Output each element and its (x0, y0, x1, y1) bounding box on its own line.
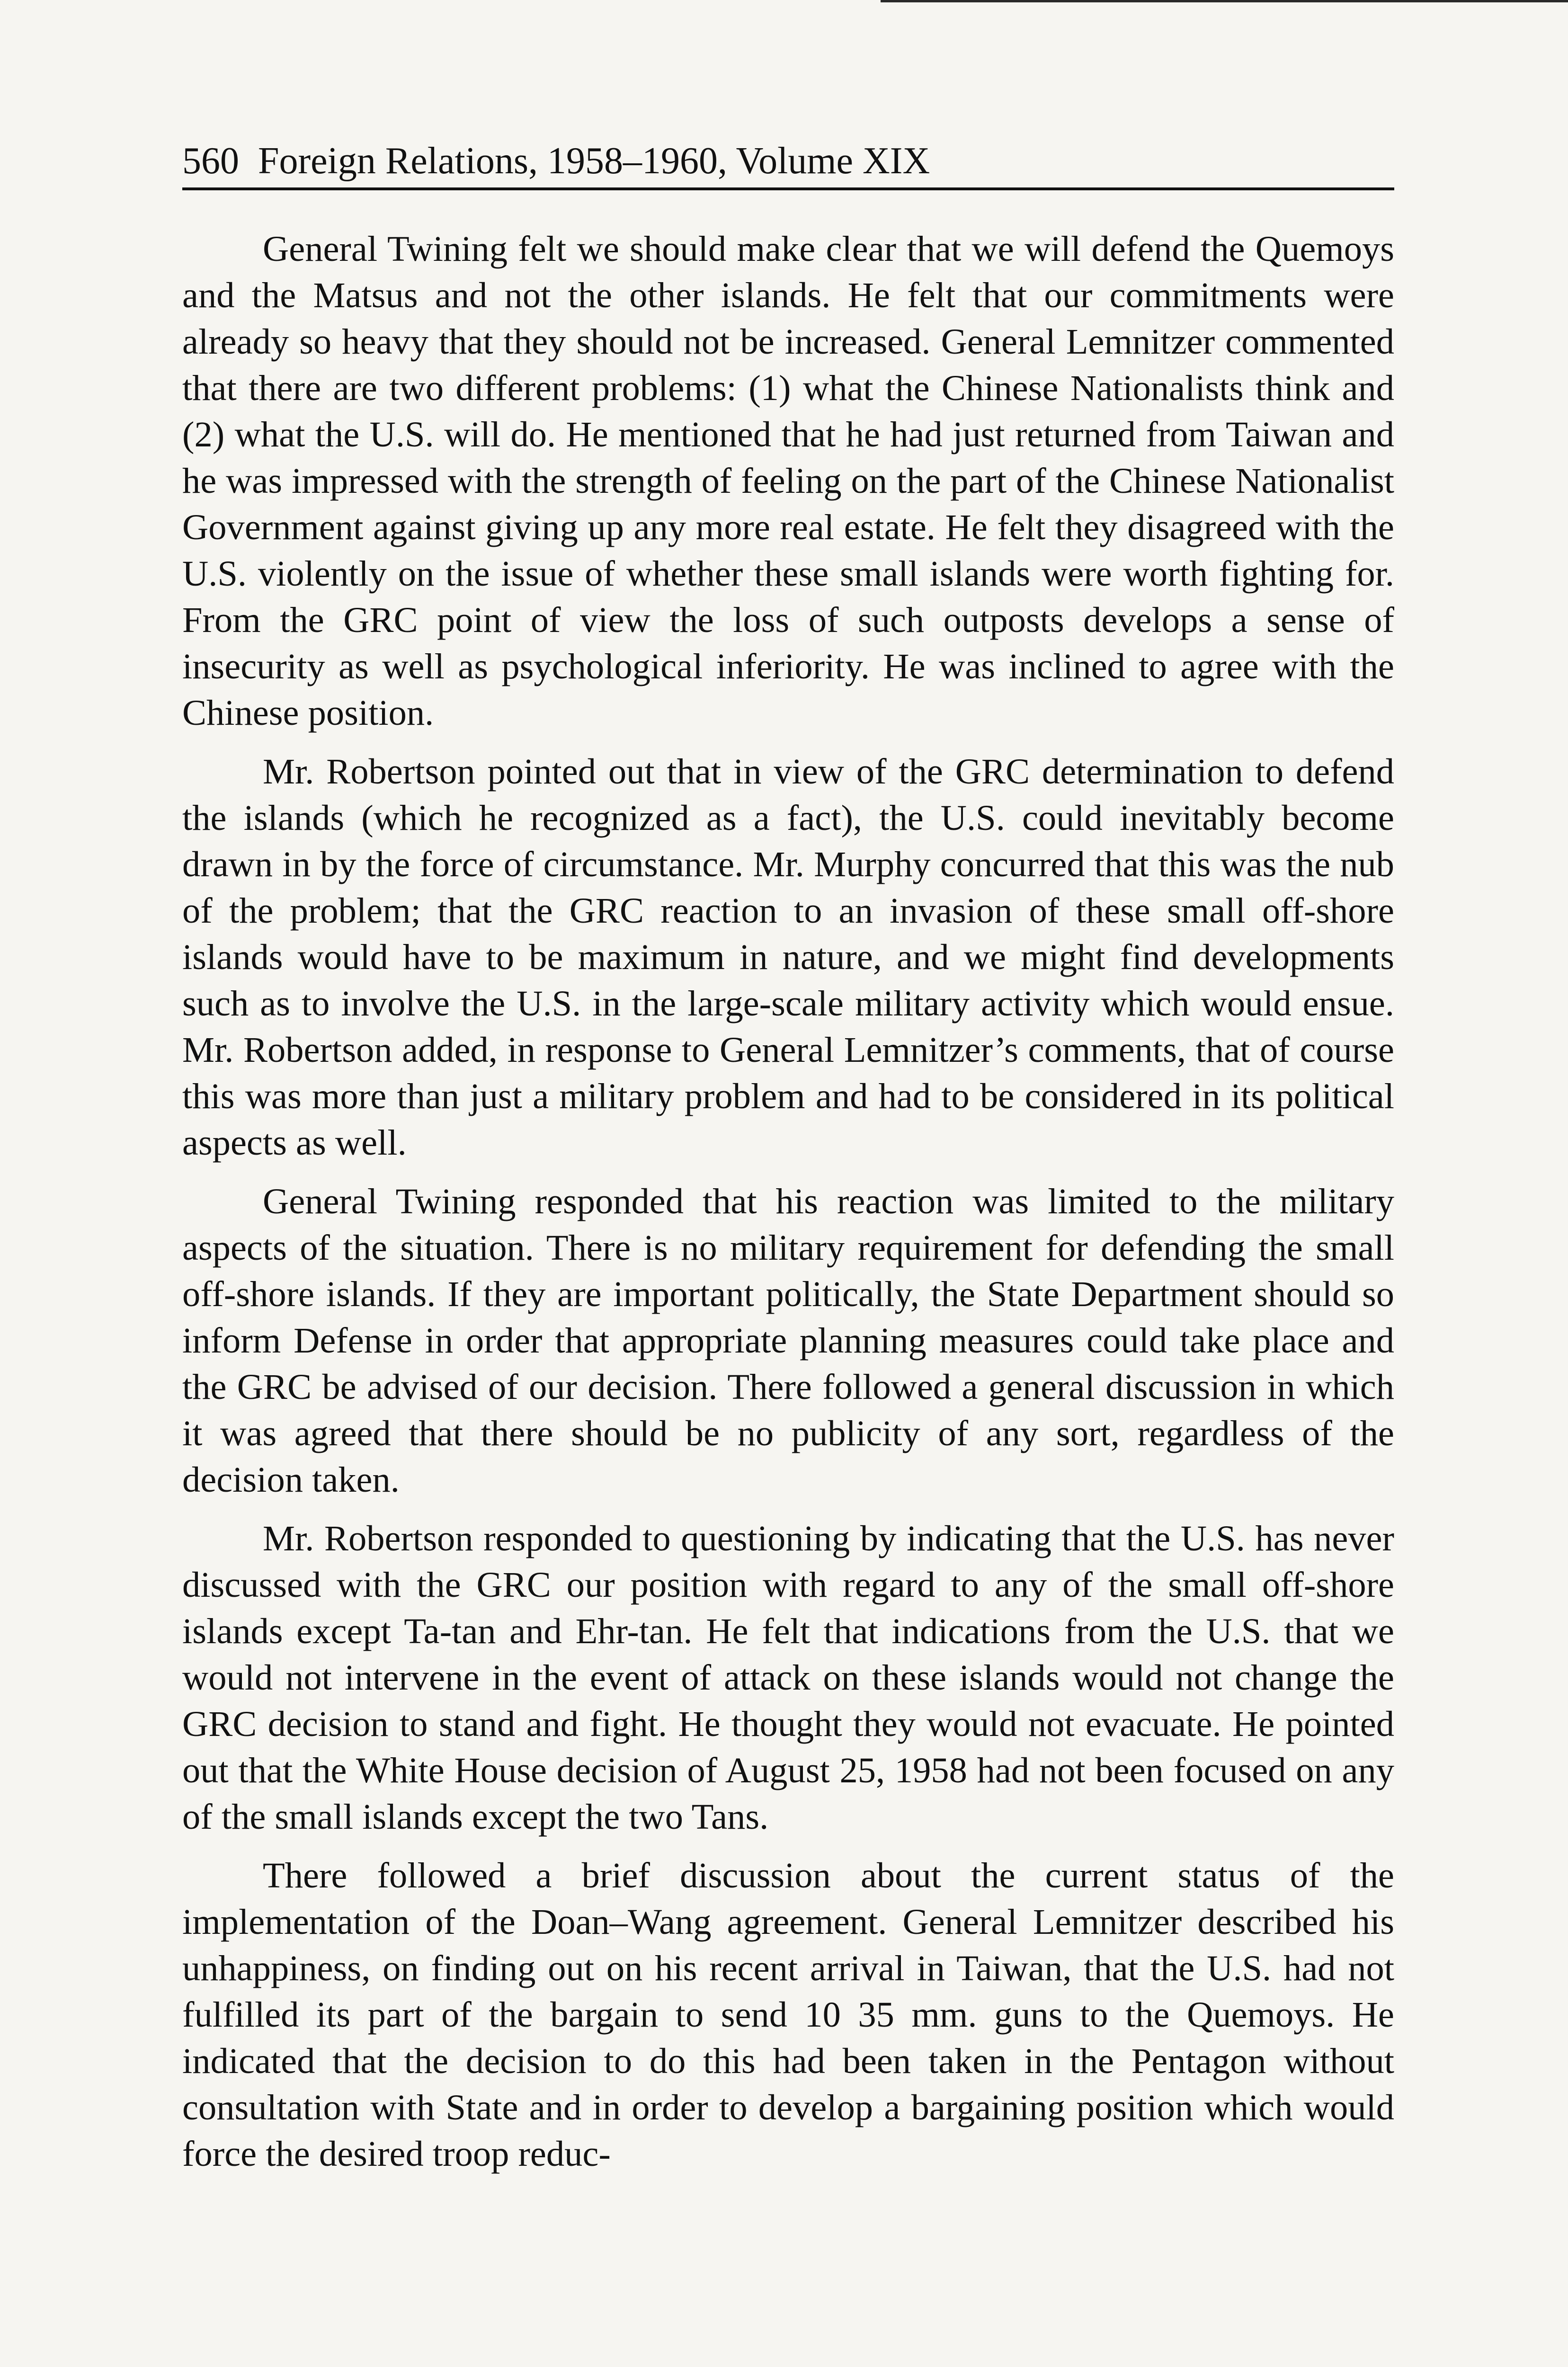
paragraph: Mr. Robertson responded to questioning by indicating that the U.S. has never discussed with the GRC our position with regard to any of the small off-shore islands except Ta-tan and Ehr-tan. He felt that indications from the U.S. that we would not intervene in the event of attack on these islands would not change the GRC decision to stand and fight. He thought they would not evacuate. He pointed out that the White House decision of August 25, 1958 had not been focused on any of the small islands except the two Tans. (182, 1518, 1394, 1837)
paragraph: There followed a brief discussion about the current status of the implementation of the Doan–Wang agreement. General Lemnitzer described his unhappiness, on finding out on his recent arrival in Taiwan, that the U.S. had not fulfilled its part of the bargain to send 10 35 mm. guns to the Quemoys. He indicated that the decision to do this had been taken in the Pentagon without consultation with State and in order to develop a bargaining position which would force the desired troop reduc- (182, 1855, 1394, 2174)
volume-title: Foreign Relations, 1958–1960, Volume XIX (258, 140, 930, 182)
paragraph: General Twining felt we should make clear that we will defend the Quemoys and the Matsus and not the other islands. He felt that our commitments were already so heavy that they should not be increased. General Lemnitzer commented that there are two different problems: (1) what the Chinese Nationalists think and (2) what the U.S. will do. He mentioned that he had just returned from Taiwan and he was impressed with the strength of feeling on the part of the Chinese Nationalist Government against giving up any more real estate. He felt they disagreed with the U.S. violently on the issue of whether these small islands were worth fighting for. From the GRC point of view the loss of such outposts develops a sense of insecurity as well as psychological inferiority. He was inclined to agree with the Chinese position. (182, 229, 1394, 733)
paragraph: Mr. Robertson pointed out that in view of the GRC determination to defend the islands (which he recognized as a fact), the U.S. could inevitably become drawn in by the force of circumstance. Mr. Murphy concurred that this was the nub of the problem; that the GRC reaction to an invasion of these small off-shore islands would have to be maximum in nature, and we might find developments such as to involve the U.S. in the large-scale military activity which would ensue. Mr. Robertson added, in response to General Lemnitzer’s comments, that of course this was more than just a military problem and had to be considered in its political aspects as well. (182, 751, 1394, 1163)
paragraph: General Twining responded that his reaction was limited to the military aspects of the situation. There is no military requirement for defending the small off-shore islands. If they are important politically, the State Department should so inform Defense in order that appropriate planning measures could take place and the GRC be advised of our decision. There followed a general discussion in which it was agreed that there should be no publicity of any sort, regardless of the decision taken. (182, 1181, 1394, 1500)
running-head (182, 142, 1394, 190)
page-number: 560 (182, 140, 239, 182)
body-text (182, 226, 1394, 2177)
book-page (182, 142, 1394, 2189)
scan-edge-rule (881, 0, 1568, 2)
